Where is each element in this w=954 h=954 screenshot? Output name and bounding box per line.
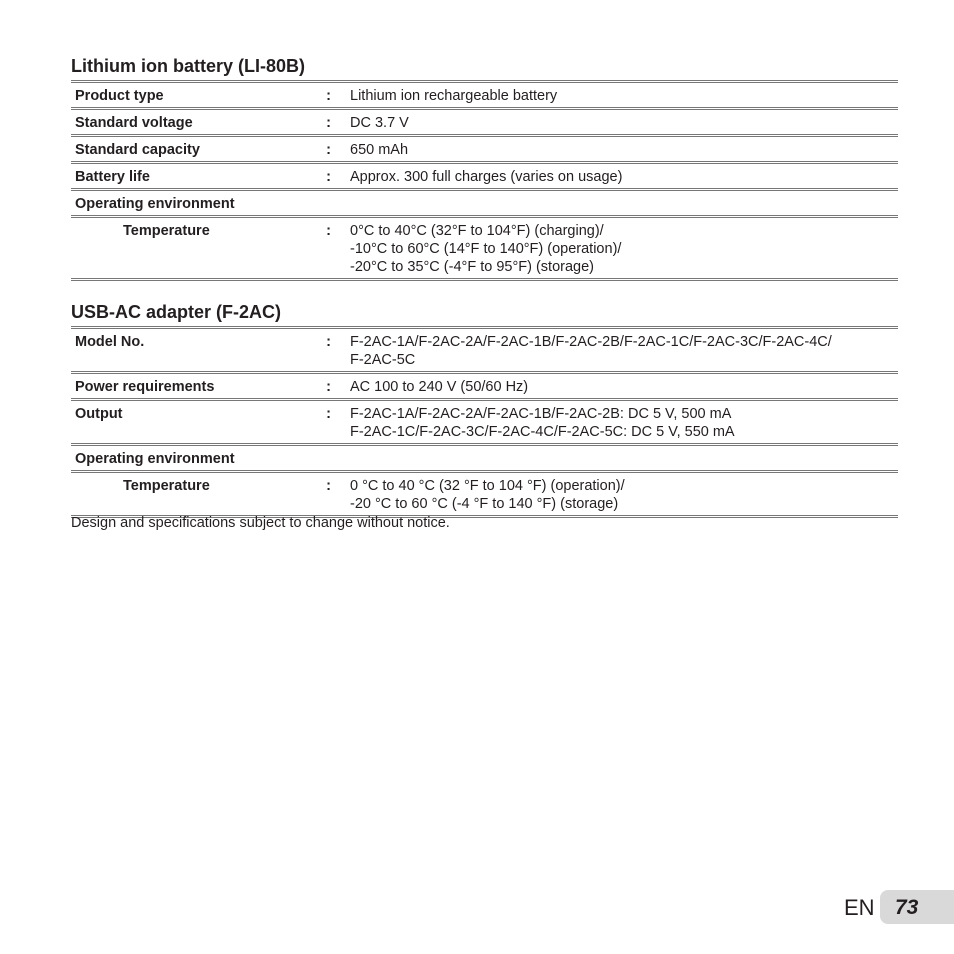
table-row [71, 218, 898, 281]
spec-value: 650 mAh [350, 142, 409, 158]
table-row [71, 374, 898, 401]
spec-label: Battery life [75, 169, 150, 185]
spec-label: Output [75, 406, 123, 422]
spec-value: DC 3.7 V [350, 115, 409, 131]
table-row [71, 401, 898, 446]
adapter-section-title: USB-AC adapter (F-2AC) [71, 302, 282, 322]
spec-label: Power requirements [75, 379, 215, 395]
table-row [71, 473, 898, 518]
spec-colon: : [326, 88, 331, 104]
spec-colon: : [326, 379, 331, 395]
spec-value [331, 195, 898, 213]
table-row [71, 329, 898, 374]
table-row [71, 110, 898, 137]
spec-label: Standard capacity [75, 142, 200, 158]
spec-label: Temperature [123, 478, 210, 494]
battery-spec-table [71, 80, 898, 281]
spec-label: Temperature [123, 223, 210, 239]
spec-colon: : [326, 115, 331, 131]
table-row [71, 164, 898, 191]
spec-colon [311, 195, 331, 213]
spec-colon: : [326, 478, 331, 494]
spec-colon: : [326, 334, 331, 350]
spec-value: Lithium ion rechargeable battery [350, 88, 558, 104]
spec-value: F-2AC-1A/F-2AC-2A/F-2AC-1B/F-2AC-2B: DC 5 V, 500 mA F-2AC-1C/F-2AC-3C/F-2AC-4C/F-2AC-5C: DC 5 V, 550 mA [350, 406, 735, 440]
spec-label: Model No. [75, 334, 145, 350]
spec-colon: : [326, 223, 331, 239]
table-row [71, 137, 898, 164]
table-row [71, 446, 898, 473]
spec-colon: : [326, 406, 331, 422]
spec-value: 0 °C to 40 °C (32 °F to 104 °F) (operation)/ -20 °C to 60 °C (-4 °F to 140 °F) (storage) [350, 478, 625, 512]
spec-colon: : [326, 142, 331, 158]
battery-section [71, 55, 898, 281]
spec-value: F-2AC-1A/F-2AC-2A/F-2AC-1B/F-2AC-2B/F-2AC-1C/F-2AC-3C/F-2AC-4C/ F-2AC-5C [350, 334, 832, 368]
spec-value: AC 100 to 240 V (50/60 Hz) [350, 379, 529, 395]
table-row [71, 83, 898, 110]
spec-label: Operating environment [75, 196, 235, 212]
table-row [71, 191, 898, 218]
language-label: EN [844, 895, 875, 920]
spec-label: Standard voltage [75, 115, 193, 131]
page-number: 73 [895, 896, 919, 919]
spec-label: Operating environment [75, 451, 235, 467]
spec-value: 0°C to 40°C (32°F to 104°F) (charging)/ -10°C to 60°C (14°F to 140°F) (operation)/ -20°C to 35°C (-4°F to 95°F) (storage) [350, 223, 622, 275]
spec-colon [311, 450, 331, 468]
adapter-section [71, 301, 898, 518]
adapter-spec-table [71, 326, 898, 518]
spec-colon: : [326, 169, 331, 185]
spec-label: Product type [75, 88, 164, 104]
footnote: Design and specifications subject to change without notice. [71, 515, 450, 531]
spec-value: Approx. 300 full charges (varies on usage) [350, 169, 623, 185]
spec-value [331, 450, 898, 468]
battery-section-title: Lithium ion battery (LI-80B) [71, 56, 305, 76]
